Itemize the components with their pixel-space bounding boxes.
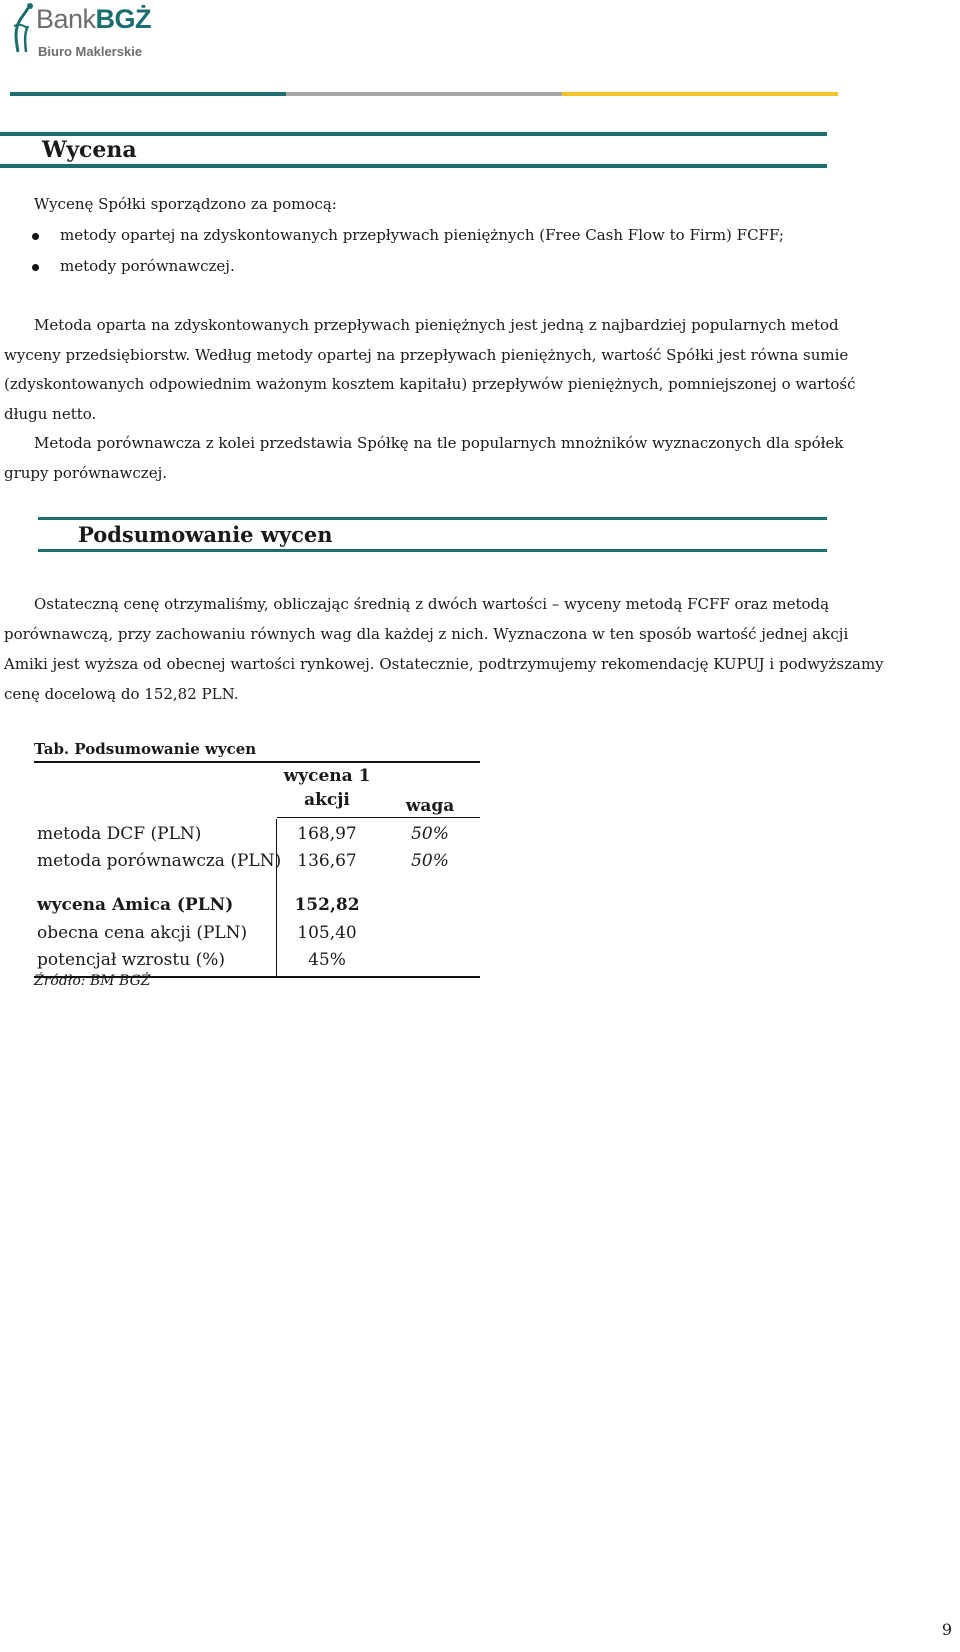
table-top-rule <box>34 761 480 763</box>
paragraph-dcf-line: Metoda oparta na zdyskontowanych przepływach pieniężnych jest jedną z najbardziej popularnych metod <box>34 316 839 334</box>
header-bar-yellow <box>562 92 838 96</box>
section-rule-bottom <box>0 164 827 168</box>
header-bar-grey <box>286 92 562 96</box>
table-row-label: obecna cena akcji (PLN) <box>37 923 248 943</box>
column-header-value: akcji <box>304 790 350 810</box>
table-row-label: metoda DCF (PLN) <box>37 824 202 844</box>
bullet-dot <box>32 264 39 271</box>
paragraph-dcf-line: (zdyskontowanych odpowiednim ważonym kosztem kapitału) przepływów pieniężnych, pomniejszonej o wartość <box>4 375 856 393</box>
paragraph-dcf-line: długu netto. <box>4 405 97 423</box>
bullet-dot <box>32 233 39 240</box>
page-number: 9 <box>941 1620 952 1639</box>
section-rule-top <box>0 132 827 136</box>
bullet-item-comparative: metody porównawczej. <box>60 257 235 275</box>
table-source: Źródło: BM BGŻ <box>34 973 151 989</box>
table-header-rule <box>277 817 480 818</box>
logo-wordmark: BankBGŻ <box>36 4 152 34</box>
table-row-value: 105,40 <box>297 923 357 943</box>
paragraph-comparative-line: Metoda porównawcza z kolei przedstawia Spółkę na tle popularnych mnożników wyznaczonych dla spółek <box>34 434 844 452</box>
table-row-value: 136,67 <box>297 851 357 871</box>
bullet-item-fcff: metody opartej na zdyskontowanych przepływach pieniężnych (Free Cash Flow to Firm) FCFF; <box>60 226 784 244</box>
bank-bgz-logo <box>10 2 160 64</box>
table-row-label: wycena Amica (PLN) <box>37 895 234 915</box>
logo-figure-icon <box>10 2 38 54</box>
section2-rule-bottom <box>38 549 827 552</box>
summary-paragraph-line: porównawczą, przy zachowaniu równych wag dla każdej z nich. Wyznaczona w ten sposób wartość jednej akcji <box>4 625 849 643</box>
logo-subtitle: Biuro Maklerskie <box>38 44 143 59</box>
summary-paragraph-line: Ostateczną cenę otrzymaliśmy, obliczając średnią z dwóch wartości – wyceny metodą FCFF oraz metodą <box>34 595 830 613</box>
section2-rule-top <box>38 517 827 520</box>
table-row-value: 45% <box>308 950 346 970</box>
paragraph-comparative-line: grupy porównawczej. <box>4 464 167 482</box>
section-title-podsumowanie: Podsumowanie wycen <box>78 522 333 547</box>
table-row-weight: 50% <box>411 851 449 871</box>
header-bar-teal <box>10 92 286 96</box>
column-header-weight: waga <box>405 796 455 816</box>
paragraph-dcf-line: wyceny przedsiębiorstw. Według metody opartej na przepływach pieniężnych, wartość Spółki jest równa sumie <box>4 346 849 364</box>
column-header-value: wycena 1 <box>283 766 371 786</box>
table-title: Tab. Podsumowanie wycen <box>34 740 257 758</box>
table-row-value: 152,82 <box>294 895 360 915</box>
summary-paragraph-line: cenę docelową do 152,82 PLN. <box>4 685 239 703</box>
table-row-label: potencjał wzrostu (%) <box>37 950 225 970</box>
section-title-wycena: Wycena <box>42 137 137 163</box>
table-row-weight: 50% <box>411 824 449 844</box>
summary-paragraph-line: Amiki jest wyższa od obecnej wartości rynkowej. Ostatecznie, podtrzymujemy rekomendację KUPUJ i podwyższamy <box>4 655 884 673</box>
table-row-label: metoda porównawcza (PLN) <box>37 851 282 871</box>
intro-text: Wycenę Spółki sporządzono za pomocą: <box>34 195 337 213</box>
table-row-value: 168,97 <box>297 824 357 844</box>
